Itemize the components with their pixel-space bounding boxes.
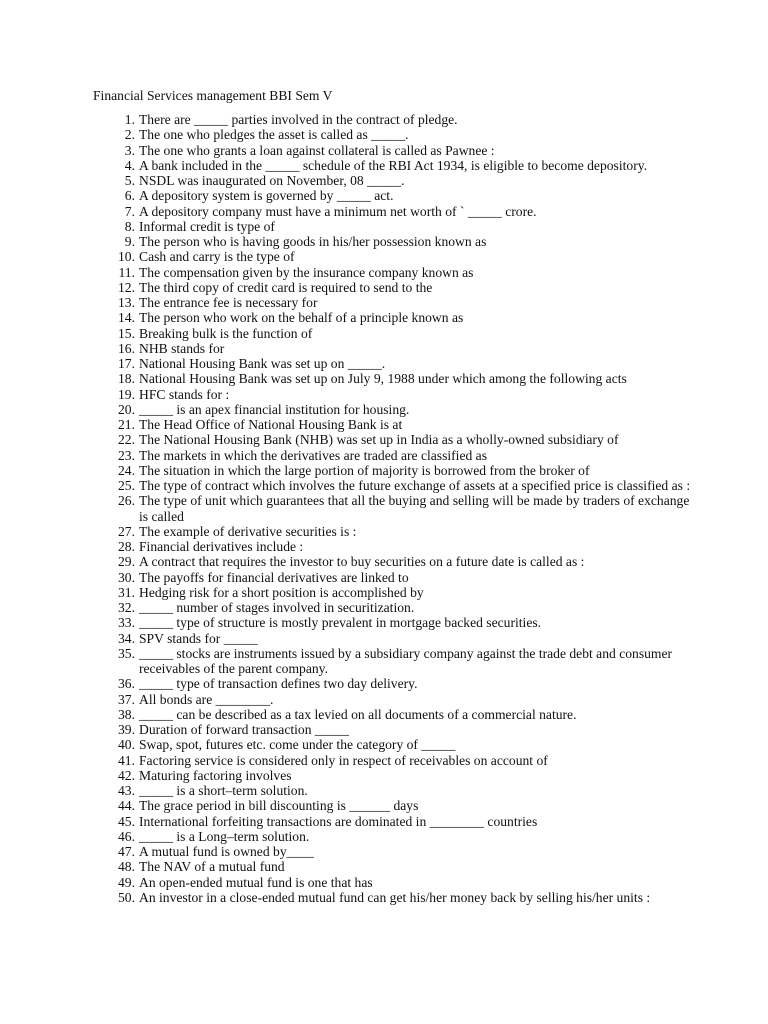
question-text: The type of unit which guarantees that all the buying and selling will be made by traders of exchange is called: [139, 493, 690, 524]
document-title: Financial Services management BBI Sem V: [93, 88, 333, 103]
question-item: [0, 814, 699, 829]
question-text: International forfeiting transactions are dominated in ________ countries: [139, 813, 538, 829]
question-number: 20.: [118, 401, 135, 417]
question-number: 1.: [124, 112, 135, 127]
question-number: 47.: [118, 844, 135, 859]
question-number: 15.: [118, 325, 135, 341]
question-number: 42.: [118, 767, 135, 783]
question-number: 33.: [118, 615, 135, 631]
question-number: 32.: [118, 600, 135, 615]
question-item: [0, 204, 699, 219]
question-text: The markets in which the derivatives are traded are classified as: [139, 447, 488, 463]
question-item: [0, 692, 699, 707]
question-number: 49.: [118, 874, 135, 890]
question-text: National Housing Bank was set up on _____.: [139, 356, 386, 371]
question-item: [0, 631, 699, 646]
question-text: Factoring service is considered only in respect of receivables on account of: [139, 752, 548, 768]
question-item: [0, 158, 699, 173]
question-text: _____ can be described as a tax levied on all documents of a commercial nature.: [139, 706, 577, 722]
question-number: 12.: [118, 279, 135, 295]
question-number: 5.: [124, 173, 135, 188]
question-number: 19.: [118, 386, 135, 402]
question-item: [0, 829, 699, 844]
question-number: 30.: [118, 569, 135, 585]
question-number: 23.: [118, 447, 135, 463]
question-item: [0, 570, 699, 585]
question-item: [0, 890, 699, 905]
question-item: [0, 265, 699, 280]
question-item: [0, 707, 699, 722]
question-text: HFC stands for :: [139, 386, 230, 402]
question-list: [0, 112, 768, 905]
question-text: The payoffs for financial derivatives are linked to: [139, 569, 409, 585]
question-text: Breaking bulk is the function of: [139, 325, 313, 341]
question-number: 13.: [118, 295, 135, 310]
question-item: [0, 188, 699, 203]
question-item: [0, 493, 699, 524]
question-item: [0, 798, 699, 813]
question-number: 22.: [118, 432, 135, 448]
question-number: 11.: [118, 264, 135, 280]
question-item: [0, 463, 699, 478]
question-item: [0, 432, 699, 447]
question-item: [0, 219, 699, 234]
question-number: 27.: [118, 523, 135, 539]
question-text: Cash and carry is the type of: [139, 249, 295, 265]
question-item: [0, 387, 699, 402]
question-text: A bank included in the _____ schedule of the RBI Act 1934, is eligible to become depository.: [139, 157, 648, 173]
question-item: [0, 585, 699, 600]
question-item: [0, 539, 699, 554]
question-text: Informal credit is type of: [139, 218, 275, 234]
question-text: Financial derivatives include :: [139, 539, 304, 554]
question-number: 38.: [118, 706, 135, 722]
question-item: [0, 341, 699, 356]
question-text: The compensation given by the insurance company known as: [139, 264, 474, 280]
question-number: 25.: [118, 478, 135, 493]
question-item: [0, 737, 699, 752]
question-text: The entrance fee is necessary for: [139, 295, 318, 310]
question-number: 41.: [118, 752, 135, 768]
question-text: SPV stands for _____: [139, 630, 258, 646]
question-item: [0, 768, 699, 783]
question-number: 18.: [118, 371, 135, 387]
question-number: 46.: [118, 828, 135, 844]
question-text: An investor in a close-ended mutual fund can get his/her money back by selling his/her units :: [139, 889, 651, 905]
question-number: 16.: [118, 340, 135, 356]
question-text: National Housing Bank was set up on July 9, 1988 under which among the following acts: [139, 371, 627, 387]
question-text: The person who is having goods in his/her possession known as: [139, 234, 487, 249]
question-text: Duration of forward transaction _____: [139, 722, 349, 737]
question-number: 43.: [118, 783, 135, 798]
question-item: [0, 600, 699, 615]
question-item: [0, 295, 699, 310]
question-text: The one who pledges the asset is called as _____.: [139, 127, 409, 143]
question-number: 6.: [124, 188, 135, 204]
question-number: 10.: [118, 249, 135, 265]
question-text: The example of derivative securities is :: [139, 523, 357, 539]
question-number: 34.: [118, 630, 135, 646]
question-number: 9.: [124, 234, 135, 249]
question-item: [0, 249, 699, 264]
question-item: [0, 417, 699, 432]
question-item: [0, 478, 699, 493]
question-item: [0, 371, 699, 386]
question-number: 35.: [118, 645, 135, 661]
question-number: 24.: [118, 462, 135, 478]
question-text: The Head Office of National Housing Bank is at: [139, 417, 403, 432]
question-text: Swap, spot, futures etc. come under the category of _____: [139, 737, 456, 753]
question-number: 4.: [124, 157, 135, 173]
question-text: _____ type of structure is mostly prevalent in mortgage backed securities.: [139, 615, 542, 631]
question-text: An open-ended mutual fund is one that has: [139, 874, 373, 890]
question-item: [0, 356, 699, 371]
question-number: 2.: [124, 127, 135, 143]
question-text: The NAV of a mutual fund: [139, 859, 285, 875]
question-item: [0, 722, 699, 737]
question-text: _____ number of stages involved in securitization.: [139, 600, 415, 615]
question-number: 39.: [118, 722, 135, 737]
question-item: [0, 753, 699, 768]
question-text: Hedging risk for a short position is accomplished by: [139, 584, 424, 600]
question-number: 26.: [118, 493, 135, 509]
question-item: [0, 676, 699, 691]
question-number: 36.: [118, 676, 135, 692]
question-number: 14.: [118, 310, 135, 326]
question-number: 48.: [118, 859, 135, 875]
question-text: The person who work on the behalf of a principle known as: [139, 310, 464, 326]
question-number: 45.: [118, 813, 135, 829]
question-item: [0, 783, 699, 798]
question-text: The one who grants a loan against collateral is called as Pawnee :: [139, 142, 495, 158]
question-number: 28.: [118, 539, 135, 554]
question-text: The National Housing Bank (NHB) was set up in India as a wholly-owned subsidiary of: [139, 432, 619, 448]
question-number: 8.: [124, 218, 135, 234]
question-text: _____ is an apex financial institution for housing.: [139, 401, 410, 417]
question-number: 29.: [118, 554, 135, 570]
question-text: A depository system is governed by _____ act.: [139, 188, 394, 204]
question-text: All bonds are ________.: [139, 691, 274, 707]
question-text: The situation in which the large portion of majority is borrowed from the broker of: [139, 462, 590, 478]
question-item: [0, 646, 699, 677]
question-text: A mutual fund is owned by____: [139, 844, 314, 859]
question-text: Maturing factoring involves: [139, 767, 292, 783]
question-item: [0, 112, 699, 127]
question-item: [0, 280, 699, 295]
question-item: [0, 875, 699, 890]
question-item: [0, 234, 699, 249]
question-text: A depository company must have a minimum net worth of ` _____ crore.: [139, 203, 537, 219]
question-text: NSDL was inaugurated on November, 08 _____.: [139, 173, 405, 188]
question-text: _____ is a Long–term solution.: [139, 828, 310, 844]
question-number: 7.: [124, 203, 135, 219]
question-text: _____ type of transaction defines two day delivery.: [139, 676, 418, 692]
question-number: 17.: [118, 356, 135, 371]
question-item: [0, 844, 699, 859]
question-item: [0, 402, 699, 417]
question-item: [0, 173, 699, 188]
question-text: The type of contract which involves the future exchange of assets at a specified price is classified as :: [139, 478, 691, 493]
question-number: 50.: [118, 889, 135, 905]
question-number: 37.: [118, 691, 135, 707]
question-item: [0, 310, 699, 325]
question-text: _____ stocks are instruments issued by a subsidiary company against the trade debt and consumer receivables of the parent company.: [139, 645, 673, 676]
question-number: 40.: [118, 737, 135, 753]
question-text: The third copy of credit card is required to send to the: [139, 279, 433, 295]
question-item: [0, 554, 699, 569]
question-number: 31.: [118, 584, 135, 600]
question-text: _____ is a short–term solution.: [139, 783, 308, 798]
question-item: [0, 127, 699, 142]
question-text: The grace period in bill discounting is ______ days: [139, 798, 419, 814]
question-number: 21.: [118, 417, 135, 432]
question-item: [0, 859, 699, 874]
question-text: There are _____ parties involved in the contract of pledge.: [139, 112, 458, 127]
question-item: [0, 326, 699, 341]
question-text: NHB stands for: [139, 340, 225, 356]
question-item: [0, 143, 699, 158]
question-text: A contract that requires the investor to buy securities on a future date is called as :: [139, 554, 585, 570]
question-item: [0, 615, 699, 630]
question-item: [0, 448, 699, 463]
question-number: 44.: [118, 798, 135, 814]
question-item: [0, 524, 699, 539]
question-number: 3.: [124, 142, 135, 158]
